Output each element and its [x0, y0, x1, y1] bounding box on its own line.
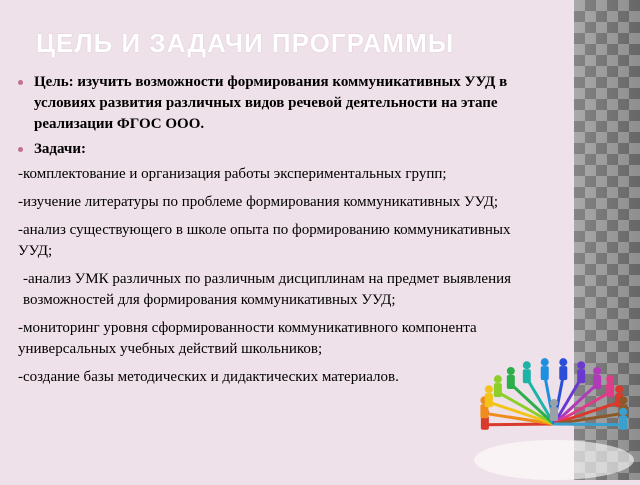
task-item: -анализ УМК различных по различным дисциплинам на предмет выявления возможностей для формирования коммуникативных УУД;	[23, 271, 512, 308]
dot-bullet-icon	[18, 80, 23, 85]
tasks-label: Задачи:	[34, 141, 87, 157]
task-item: -комплектование и организация работы экспериментальных групп;	[18, 166, 447, 182]
slide-body	[18, 72, 538, 395]
person-figure	[485, 385, 493, 407]
person-figure	[494, 375, 502, 397]
person-figure	[507, 367, 515, 389]
task-item: -анализ существующего в школе опыта по формированию коммуникативных УУД;	[18, 222, 511, 259]
person-figure	[550, 399, 558, 421]
slide-title: ЦЕЛЬ И ЗАДАЧИ ПРОГРАММЫ	[36, 28, 455, 58]
person-figure	[619, 408, 627, 430]
connected-people-network-icon	[468, 348, 640, 480]
tasks-item	[18, 139, 538, 160]
person-figure	[593, 367, 601, 389]
connection-line	[485, 424, 554, 425]
person-figure	[577, 361, 585, 383]
person-figure	[606, 375, 614, 397]
person-figure	[559, 358, 567, 380]
connection-line	[554, 424, 623, 425]
dot-bullet-icon	[18, 147, 23, 152]
goal-item	[18, 72, 538, 135]
task-item: -мониторинг уровня сформированности коммуникативного компонента универсальных учебных действий школьников;	[18, 320, 477, 357]
task-item: -изучение литературы по проблеме формирования коммуникативных УУД;	[18, 194, 499, 210]
person-figure	[541, 358, 549, 380]
goal-text: Цель: изучить возможности формирования коммуникативных УУД в условиях развития различных видов речевой деятельности на этапе реализации ФГОС ООО.	[34, 74, 508, 132]
task-item: -создание базы методических и дидактических материалов.	[18, 369, 399, 385]
person-figure	[523, 361, 531, 383]
